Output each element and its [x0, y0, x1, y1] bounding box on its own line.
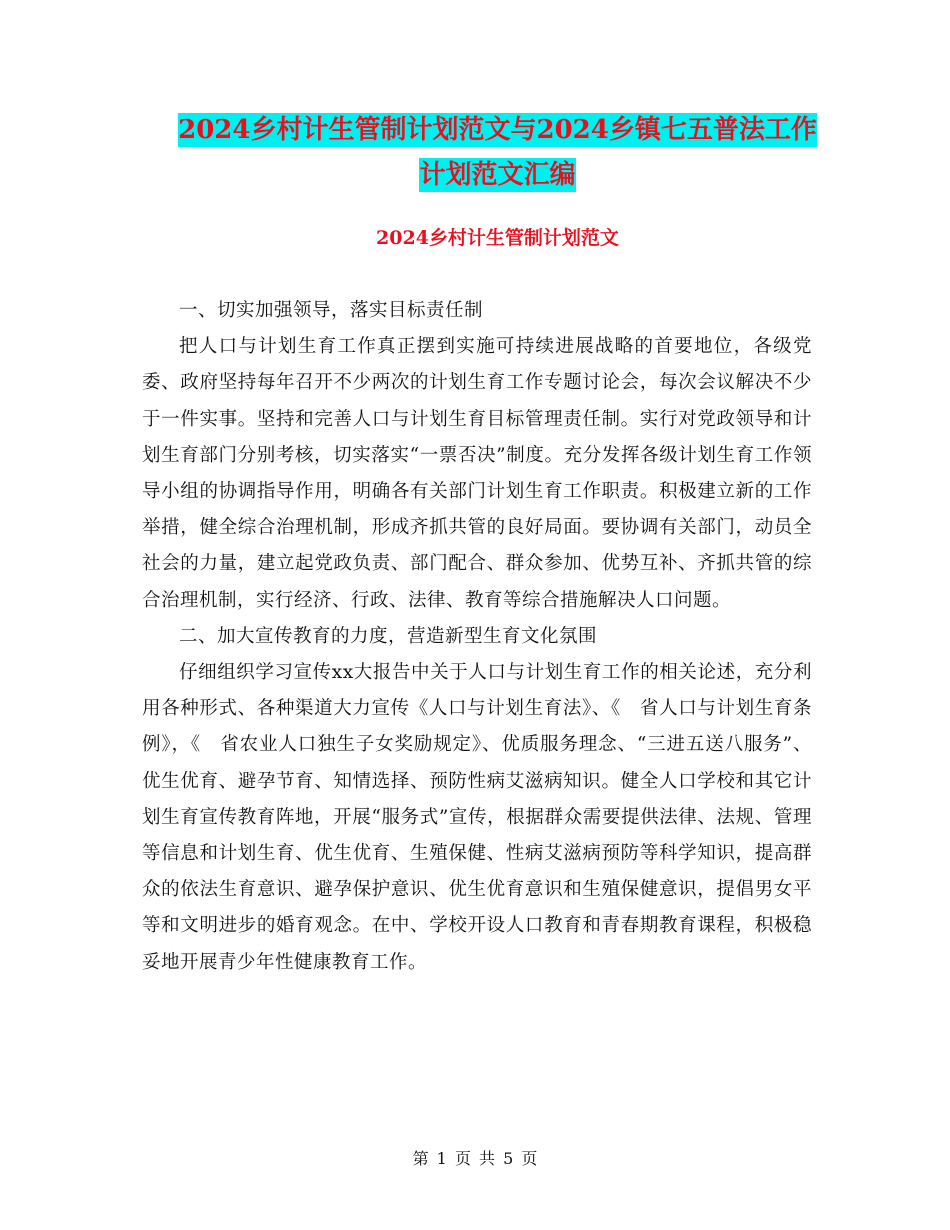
document-title	[140, 108, 855, 198]
body-paragraph-1: 把人口与计划生育工作真正摆到实施可持续进展战略的首要地位，各级党委、政府坚持每年召开不少两次的计划生育工作专题讨论会，每次会议解决不少于一件实事。坚持和完善人口与计划生育目标管理责任制。实行对党政领导和计划生育部门分别考核，切实落实“一票否决”制度。充分发挥各级计划生育工作领导小组的协调指导作用，明确各有关部门计划生育工作职责。积极建立新的工作举措，健全综合治理机制，形成齐抓共管的良好局面。要协调有关部门，动员全社会的力量，建立起党政负责、部门配合、群众参加、优势互补、齐抓共管的综合治理机制，实行经济、行政、法律、教育等综合措施解决人口问题。	[142, 336, 812, 611]
body-paragraph-2: 仔细组织学习宣传xx大报告中关于人口与计划生育工作的相关论述，充分利用各种形式、各种渠道大力宣传《人口与计划生育法》、《 省人口与计划生育条例》，《 省农业人口独生子女奖励规定》、优质服务理念、“三进五送八服务”、优生优育、避孕节育、知情选择、预防性病艾滋病知识。健全人口学校和其它计划生育宣传教育阵地，开展“服务式”宣传，根据群众需要提供法律、法规、管理等信息和计划生育、优生优育、生殖保健、性病艾滋病预防等科学知识，提高群众的依法生育意识、避孕保护意识、优生优育意识和生殖保健意识，提倡男女平等和文明进步的婚育观念。在中、学校开设人口教育和青春期教育课程，积极稳妥地开展青少年性健康教育工作。	[142, 662, 812, 973]
section-title: 2024乡村计生管制计划范文	[376, 227, 619, 249]
heading-paragraph-2: 二、加大宣传教育的力度，营造新型生育文化氛围	[179, 625, 598, 647]
document-title-line-2: 计划范文汇编	[419, 160, 576, 190]
document-body	[142, 293, 812, 981]
heading-paragraph-1: 一、切实加强领导，落实目标责任制	[179, 300, 484, 321]
page-number-footer: 第 1 页 共 5 页	[412, 1149, 538, 1168]
document-title-line-1: 2024乡村计生管制计划范文与2024乡镇七五普法工作	[178, 115, 817, 145]
